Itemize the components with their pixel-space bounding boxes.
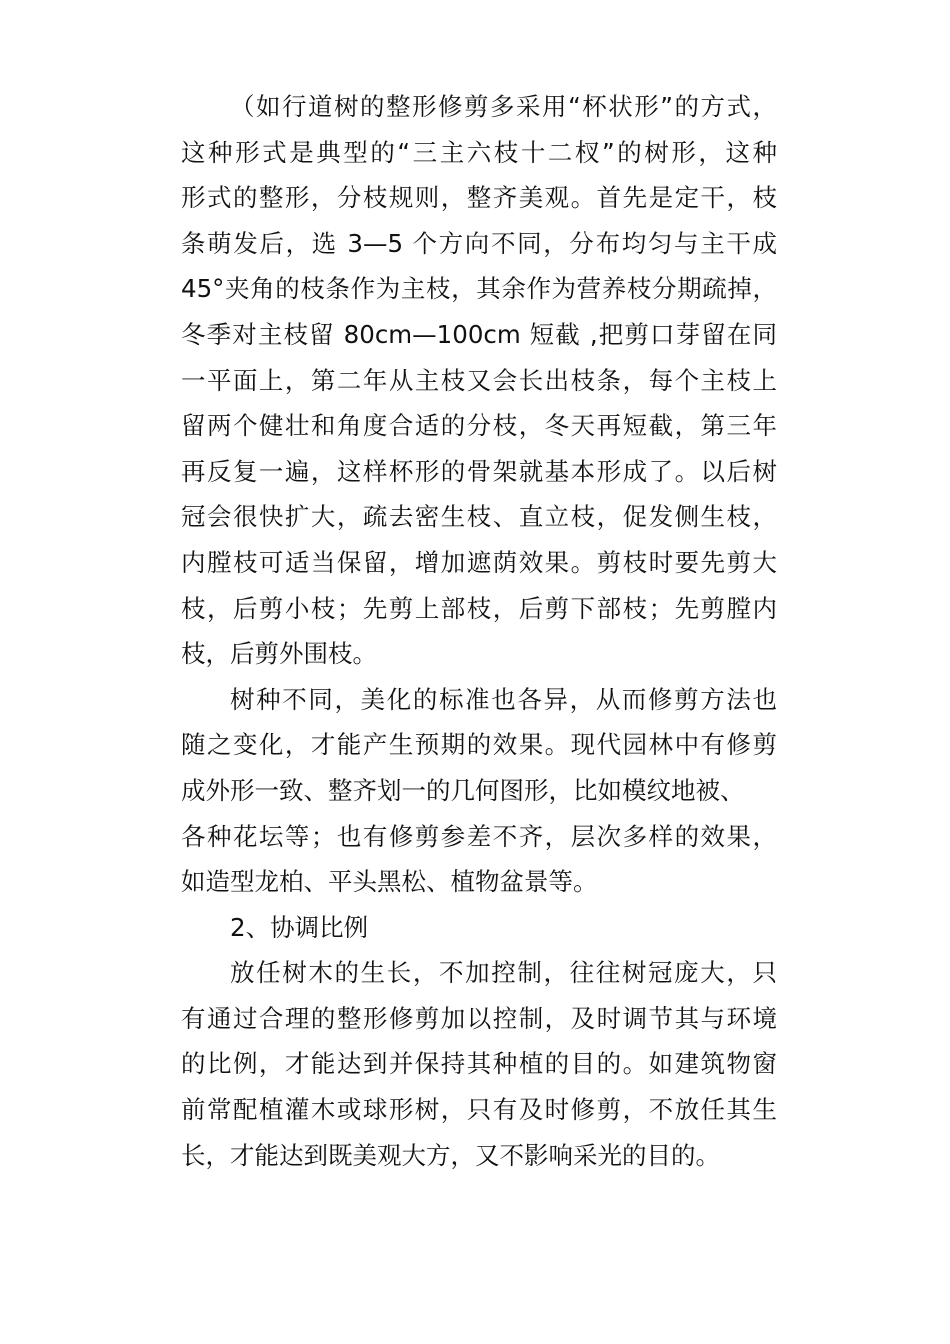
text-line: 长，才能达到既美观大方，又不影响采光的目的。 — [181, 1140, 720, 1170]
text-line: 冠会很快扩大，疏去密生枝、直立枝，促发侧生枝， — [181, 502, 777, 532]
text-line: 树种不同，美化的标准也各异，从而修剪方法也 — [230, 684, 777, 714]
text-line: 枝，后剪外围枝。 — [181, 639, 377, 669]
text-line: 形式的整形，分枝规则，整齐美观。首先是定干，枝 — [181, 183, 777, 213]
text-line: 成外形一致、整齐划一的几何图形，比如模纹地被、 — [181, 775, 745, 805]
text-line: 前常配植灌木或球形树，只有及时修剪，不放任其生 — [181, 1095, 777, 1125]
text-line: 各种花坛等；也有修剪参差不齐，层次多样的效果， — [181, 821, 777, 851]
paragraph-coordinate-proportion — [181, 950, 777, 1178]
text-line: （如行道树的整形修剪多采用“杯状形”的方式， — [230, 92, 777, 121]
document-body — [181, 84, 777, 1178]
text-line: 一平面上，第二年从主枝又会长出枝条，每个主枝上 — [181, 365, 777, 395]
text-line: 如造型龙柏、平头黑松、植物盆景等。 — [181, 867, 598, 897]
text-line: 条萌发后，选 3—5 个方向不同，分布均匀与主干成 — [181, 228, 777, 258]
text-line: 这种形式是典型的“三主六枝十二杈”的树形，这种 — [181, 137, 777, 167]
text-line: 再反复一遍，这样杯形的骨架就基本形成了。以后树 — [181, 456, 777, 486]
text-line: 枝，后剪小枝；先剪上部枝，后剪下部枝；先剪膛内 — [181, 593, 777, 623]
section-heading-text: 2、协调比例 — [230, 912, 369, 942]
text-line: 冬季对主枝留 80cm—100cm 短截 ,把剪口芽留在同 — [181, 319, 777, 349]
text-line: 放任树木的生长，不加控制，往往树冠庞大，只 — [230, 958, 777, 988]
paragraph-cup-shape-pruning — [181, 84, 777, 677]
text-line: 随之变化，才能产生预期的效果。现代园林中有修剪 — [181, 730, 777, 760]
text-line: 留两个健壮和角度合适的分枝，冬天再短截，第三年 — [181, 411, 777, 441]
paragraph-species-beautification — [181, 677, 777, 905]
text-line: 内膛枝可适当保留，增加遮荫效果。剪枝时要先剪大 — [181, 547, 777, 577]
text-line: 45°夹角的枝条作为主枝，其余作为营养枝分期疏掉， — [181, 274, 777, 304]
section-heading — [181, 905, 777, 951]
text-line: 的比例，才能达到并保持其种植的目的。如建筑物窗 — [181, 1049, 777, 1079]
text-line: 有通过合理的整形修剪加以控制，及时调节其与环境 — [181, 1003, 777, 1033]
